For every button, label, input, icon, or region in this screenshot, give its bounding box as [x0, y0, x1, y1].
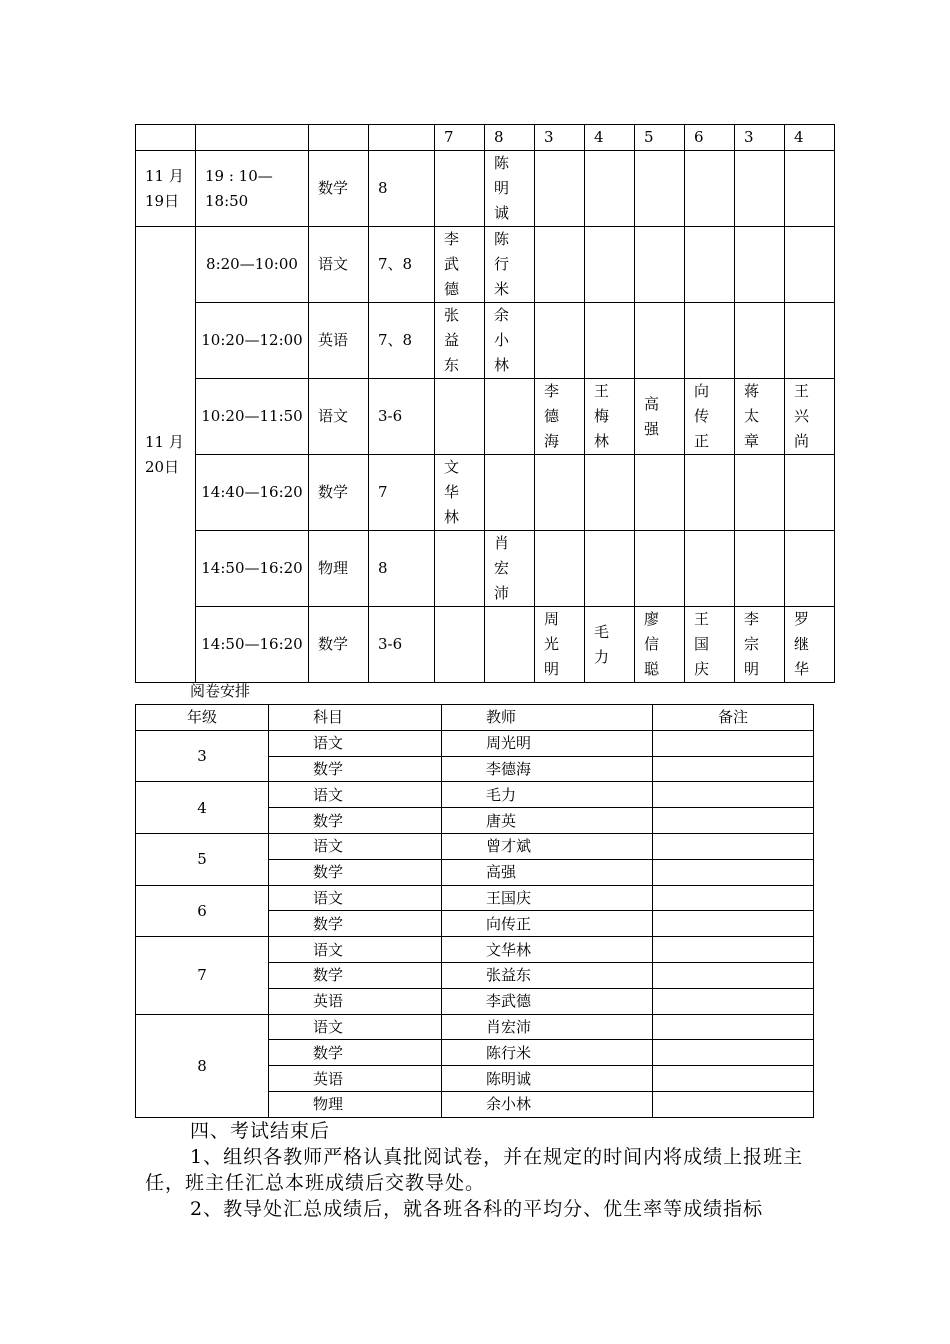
exam-row — [136, 227, 835, 303]
grading-grade-cell: 4 — [136, 782, 269, 834]
proctor-cell — [685, 303, 735, 379]
grading-row — [136, 833, 814, 859]
proctor-cell — [785, 151, 835, 227]
proctor-cell — [635, 303, 685, 379]
proctor-cell — [585, 455, 635, 531]
proctor-name: 李德海 — [544, 382, 560, 450]
proctor-cell — [735, 227, 785, 303]
grading-grade-cell: 7 — [136, 937, 269, 1014]
header-class-number: 5 — [635, 125, 685, 151]
proctor-name: 张益东 — [444, 306, 460, 374]
grading-subject-cell: 数学 — [269, 962, 442, 988]
proctor-name: 高强 — [644, 394, 660, 438]
grading-note-cell — [653, 962, 814, 988]
exam-subject-cell: 数学 — [309, 455, 369, 531]
grading-header-cell: 年级 — [136, 705, 269, 731]
proctor-cell — [535, 227, 585, 303]
exam-subject-cell: 数学 — [309, 607, 369, 683]
grading-grade-cell: 8 — [136, 1014, 269, 1117]
proctor-cell — [735, 151, 785, 227]
header-class-number: 4 — [785, 125, 835, 151]
grading-teacher-cell: 王国庆 — [442, 885, 653, 911]
proctor-cell — [535, 379, 585, 455]
exam-subject-cell: 物理 — [309, 531, 369, 607]
proctor-name: 罗继华 — [794, 610, 810, 678]
grading-teacher-cell: 余小林 — [442, 1091, 653, 1117]
exam-row — [136, 151, 835, 227]
proctor-cell — [735, 303, 785, 379]
proctor-cell — [735, 531, 785, 607]
proctor-cell — [785, 227, 835, 303]
header-blank-cell — [309, 125, 369, 151]
grading-subject-cell: 物理 — [269, 1091, 442, 1117]
proctor-cell — [485, 151, 535, 227]
grading-teacher-cell: 肖宏沛 — [442, 1014, 653, 1040]
proctor-cell — [435, 455, 485, 531]
proctor-name: 向传正 — [694, 382, 710, 450]
grading-teacher-cell: 向传正 — [442, 911, 653, 937]
header-class-number: 6 — [685, 125, 735, 151]
grading-note-cell — [653, 988, 814, 1014]
proctor-cell — [735, 455, 785, 531]
proctor-name: 余小林 — [494, 306, 510, 374]
exam-row — [136, 455, 835, 531]
proctor-name: 陈明诚 — [494, 154, 510, 222]
exam-row — [136, 379, 835, 455]
exam-row — [136, 303, 835, 379]
grading-header-cell: 教师 — [442, 705, 653, 731]
proctor-cell — [485, 303, 535, 379]
grading-subject-cell: 英语 — [269, 1066, 442, 1092]
grading-note-cell — [653, 885, 814, 911]
exam-grades-cell: 3-6 — [369, 607, 435, 683]
grading-note-cell — [653, 782, 814, 808]
exam-row — [136, 607, 835, 683]
grading-teacher-cell: 陈行米 — [442, 1040, 653, 1066]
proctor-cell — [535, 303, 585, 379]
grading-teacher-cell: 曾才斌 — [442, 833, 653, 859]
exam-grades-cell: 8 — [369, 151, 435, 227]
grading-row — [136, 782, 814, 808]
grading-subject-cell: 数学 — [269, 1040, 442, 1066]
proctor-cell — [635, 531, 685, 607]
grading-subject-cell: 语文 — [269, 730, 442, 756]
paragraph-1: 1、组织各教师严格认真批阅试卷，并在规定的时间内将成绩上报班主任，班主任汇总本班成绩后交教导处。 — [145, 1146, 804, 1194]
grading-note-cell — [653, 1091, 814, 1117]
grading-subject-cell: 数学 — [269, 911, 442, 937]
grading-subject-cell: 数学 — [269, 756, 442, 782]
exam-time-cell: 10:20—11:50 — [196, 379, 309, 455]
grading-teacher-cell: 张益东 — [442, 962, 653, 988]
grading-row — [136, 730, 814, 756]
proctor-cell — [685, 227, 735, 303]
exam-subject-cell: 语文 — [309, 379, 369, 455]
grading-teacher-cell: 李武德 — [442, 988, 653, 1014]
proctor-cell — [585, 227, 635, 303]
proctor-cell — [485, 607, 535, 683]
exam-date-cell: 11 月 20日 — [136, 227, 196, 683]
grading-table — [135, 704, 814, 1118]
exam-grades-cell: 7、8 — [369, 303, 435, 379]
grading-row — [136, 885, 814, 911]
grading-grade-cell: 3 — [136, 730, 269, 782]
exam-time-cell: 14:40—16:20 — [196, 455, 309, 531]
grading-header-cell: 备注 — [653, 705, 814, 731]
grading-grade-cell: 5 — [136, 833, 269, 885]
proctor-cell — [585, 531, 635, 607]
grading-subject-cell: 语文 — [269, 1014, 442, 1040]
proctor-cell — [435, 151, 485, 227]
grading-row — [136, 1014, 814, 1040]
grading-subject-cell: 语文 — [269, 885, 442, 911]
proctor-cell — [535, 151, 585, 227]
grading-note-cell — [653, 1066, 814, 1092]
grading-note-cell — [653, 730, 814, 756]
proctor-cell — [685, 531, 735, 607]
header-class-number: 4 — [585, 125, 635, 151]
grading-note-cell — [653, 833, 814, 859]
proctor-cell — [485, 227, 535, 303]
grading-teacher-cell: 周光明 — [442, 730, 653, 756]
grading-teacher-cell: 高强 — [442, 859, 653, 885]
exam-subject-cell: 语文 — [309, 227, 369, 303]
proctor-cell — [485, 455, 535, 531]
proctor-name: 王国庆 — [694, 610, 710, 678]
grading-note-cell — [653, 808, 814, 834]
grading-subject-cell: 数学 — [269, 859, 442, 885]
proctor-cell — [485, 531, 535, 607]
grading-subject-cell: 语文 — [269, 782, 442, 808]
proctor-cell — [635, 151, 685, 227]
header-blank-cell — [136, 125, 196, 151]
proctor-name: 文华林 — [444, 458, 460, 526]
exam-grades-cell: 8 — [369, 531, 435, 607]
proctor-cell — [435, 227, 485, 303]
grading-header-cell: 科目 — [269, 705, 442, 731]
paragraph-2: 2、教导处汇总成绩后，就各班各科的平均分、优生率等成绩指标 — [190, 1198, 764, 1220]
proctor-cell — [785, 531, 835, 607]
grading-teacher-cell: 唐英 — [442, 808, 653, 834]
proctor-name: 周光明 — [544, 610, 560, 678]
grading-caption: 阅卷安排 — [190, 682, 251, 700]
proctor-name: 陈行米 — [494, 230, 510, 298]
proctor-cell — [435, 531, 485, 607]
proctor-name: 李宗明 — [744, 610, 760, 678]
proctor-cell — [585, 379, 635, 455]
proctor-cell — [585, 303, 635, 379]
grading-header-row — [136, 705, 814, 731]
proctor-name: 李武德 — [444, 230, 460, 298]
proctor-cell — [585, 151, 635, 227]
proctor-cell — [535, 455, 585, 531]
exam-time-cell: 14:50—16:20 — [196, 607, 309, 683]
proctor-name: 廖信聪 — [644, 610, 660, 678]
proctor-cell — [735, 379, 785, 455]
exam-time-cell: 14:50—16:20 — [196, 531, 309, 607]
header-blank-cell — [369, 125, 435, 151]
proctor-cell — [685, 455, 735, 531]
exam-subject-cell: 数学 — [309, 151, 369, 227]
exam-grades-cell: 7 — [369, 455, 435, 531]
proctor-name: 蒋太章 — [744, 382, 760, 450]
grading-teacher-cell: 陈明诚 — [442, 1066, 653, 1092]
proctor-name: 王梅林 — [594, 382, 610, 450]
exam-subject-cell: 英语 — [309, 303, 369, 379]
proctor-name: 王兴尚 — [794, 382, 810, 450]
grading-row — [136, 937, 814, 963]
proctor-cell — [785, 303, 835, 379]
header-class-number: 3 — [735, 125, 785, 151]
grading-subject-cell: 语文 — [269, 937, 442, 963]
exam-time-cell: 19 : 10—18:50 — [196, 151, 309, 227]
exam-time-cell: 8:20—10:00 — [196, 227, 309, 303]
proctor-cell — [735, 607, 785, 683]
header-class-number: 3 — [535, 125, 585, 151]
proctor-cell — [685, 607, 735, 683]
grading-note-cell — [653, 911, 814, 937]
proctor-name: 毛力 — [594, 622, 610, 666]
grading-subject-cell: 语文 — [269, 833, 442, 859]
grading-grade-cell: 6 — [136, 885, 269, 937]
exam-grades-cell: 7、8 — [369, 227, 435, 303]
proctor-cell — [785, 607, 835, 683]
proctor-cell — [635, 607, 685, 683]
grading-note-cell — [653, 1014, 814, 1040]
proctor-cell — [535, 607, 585, 683]
grading-teacher-cell: 李德海 — [442, 756, 653, 782]
header-blank-cell — [196, 125, 309, 151]
grading-note-cell — [653, 756, 814, 782]
grading-teacher-cell: 文华林 — [442, 937, 653, 963]
proctor-cell — [435, 303, 485, 379]
section-heading: 四、考试结束后 — [190, 1120, 331, 1142]
proctor-cell — [535, 531, 585, 607]
proctor-cell — [585, 607, 635, 683]
grading-note-cell — [653, 859, 814, 885]
grading-teacher-cell: 毛力 — [442, 782, 653, 808]
grading-note-cell — [653, 1040, 814, 1066]
exam-time-cell: 10:20—12:00 — [196, 303, 309, 379]
proctor-cell — [485, 379, 535, 455]
proctor-name: 肖宏沛 — [494, 534, 510, 602]
header-class-number: 8 — [485, 125, 535, 151]
grading-subject-cell: 数学 — [269, 808, 442, 834]
proctor-cell — [685, 151, 735, 227]
exam-schedule-table — [135, 124, 835, 683]
header-row — [136, 125, 835, 151]
header-class-number: 7 — [435, 125, 485, 151]
proctor-cell — [635, 227, 685, 303]
proctor-cell — [635, 379, 685, 455]
grading-note-cell — [653, 937, 814, 963]
exam-grades-cell: 3-6 — [369, 379, 435, 455]
proctor-cell — [435, 379, 485, 455]
proctor-cell — [635, 455, 685, 531]
proctor-cell — [435, 607, 485, 683]
exam-row — [136, 531, 835, 607]
proctor-cell — [785, 379, 835, 455]
proctor-cell — [685, 379, 735, 455]
proctor-cell — [785, 455, 835, 531]
exam-date-cell: 11 月 19日 — [136, 151, 196, 227]
grading-subject-cell: 英语 — [269, 988, 442, 1014]
